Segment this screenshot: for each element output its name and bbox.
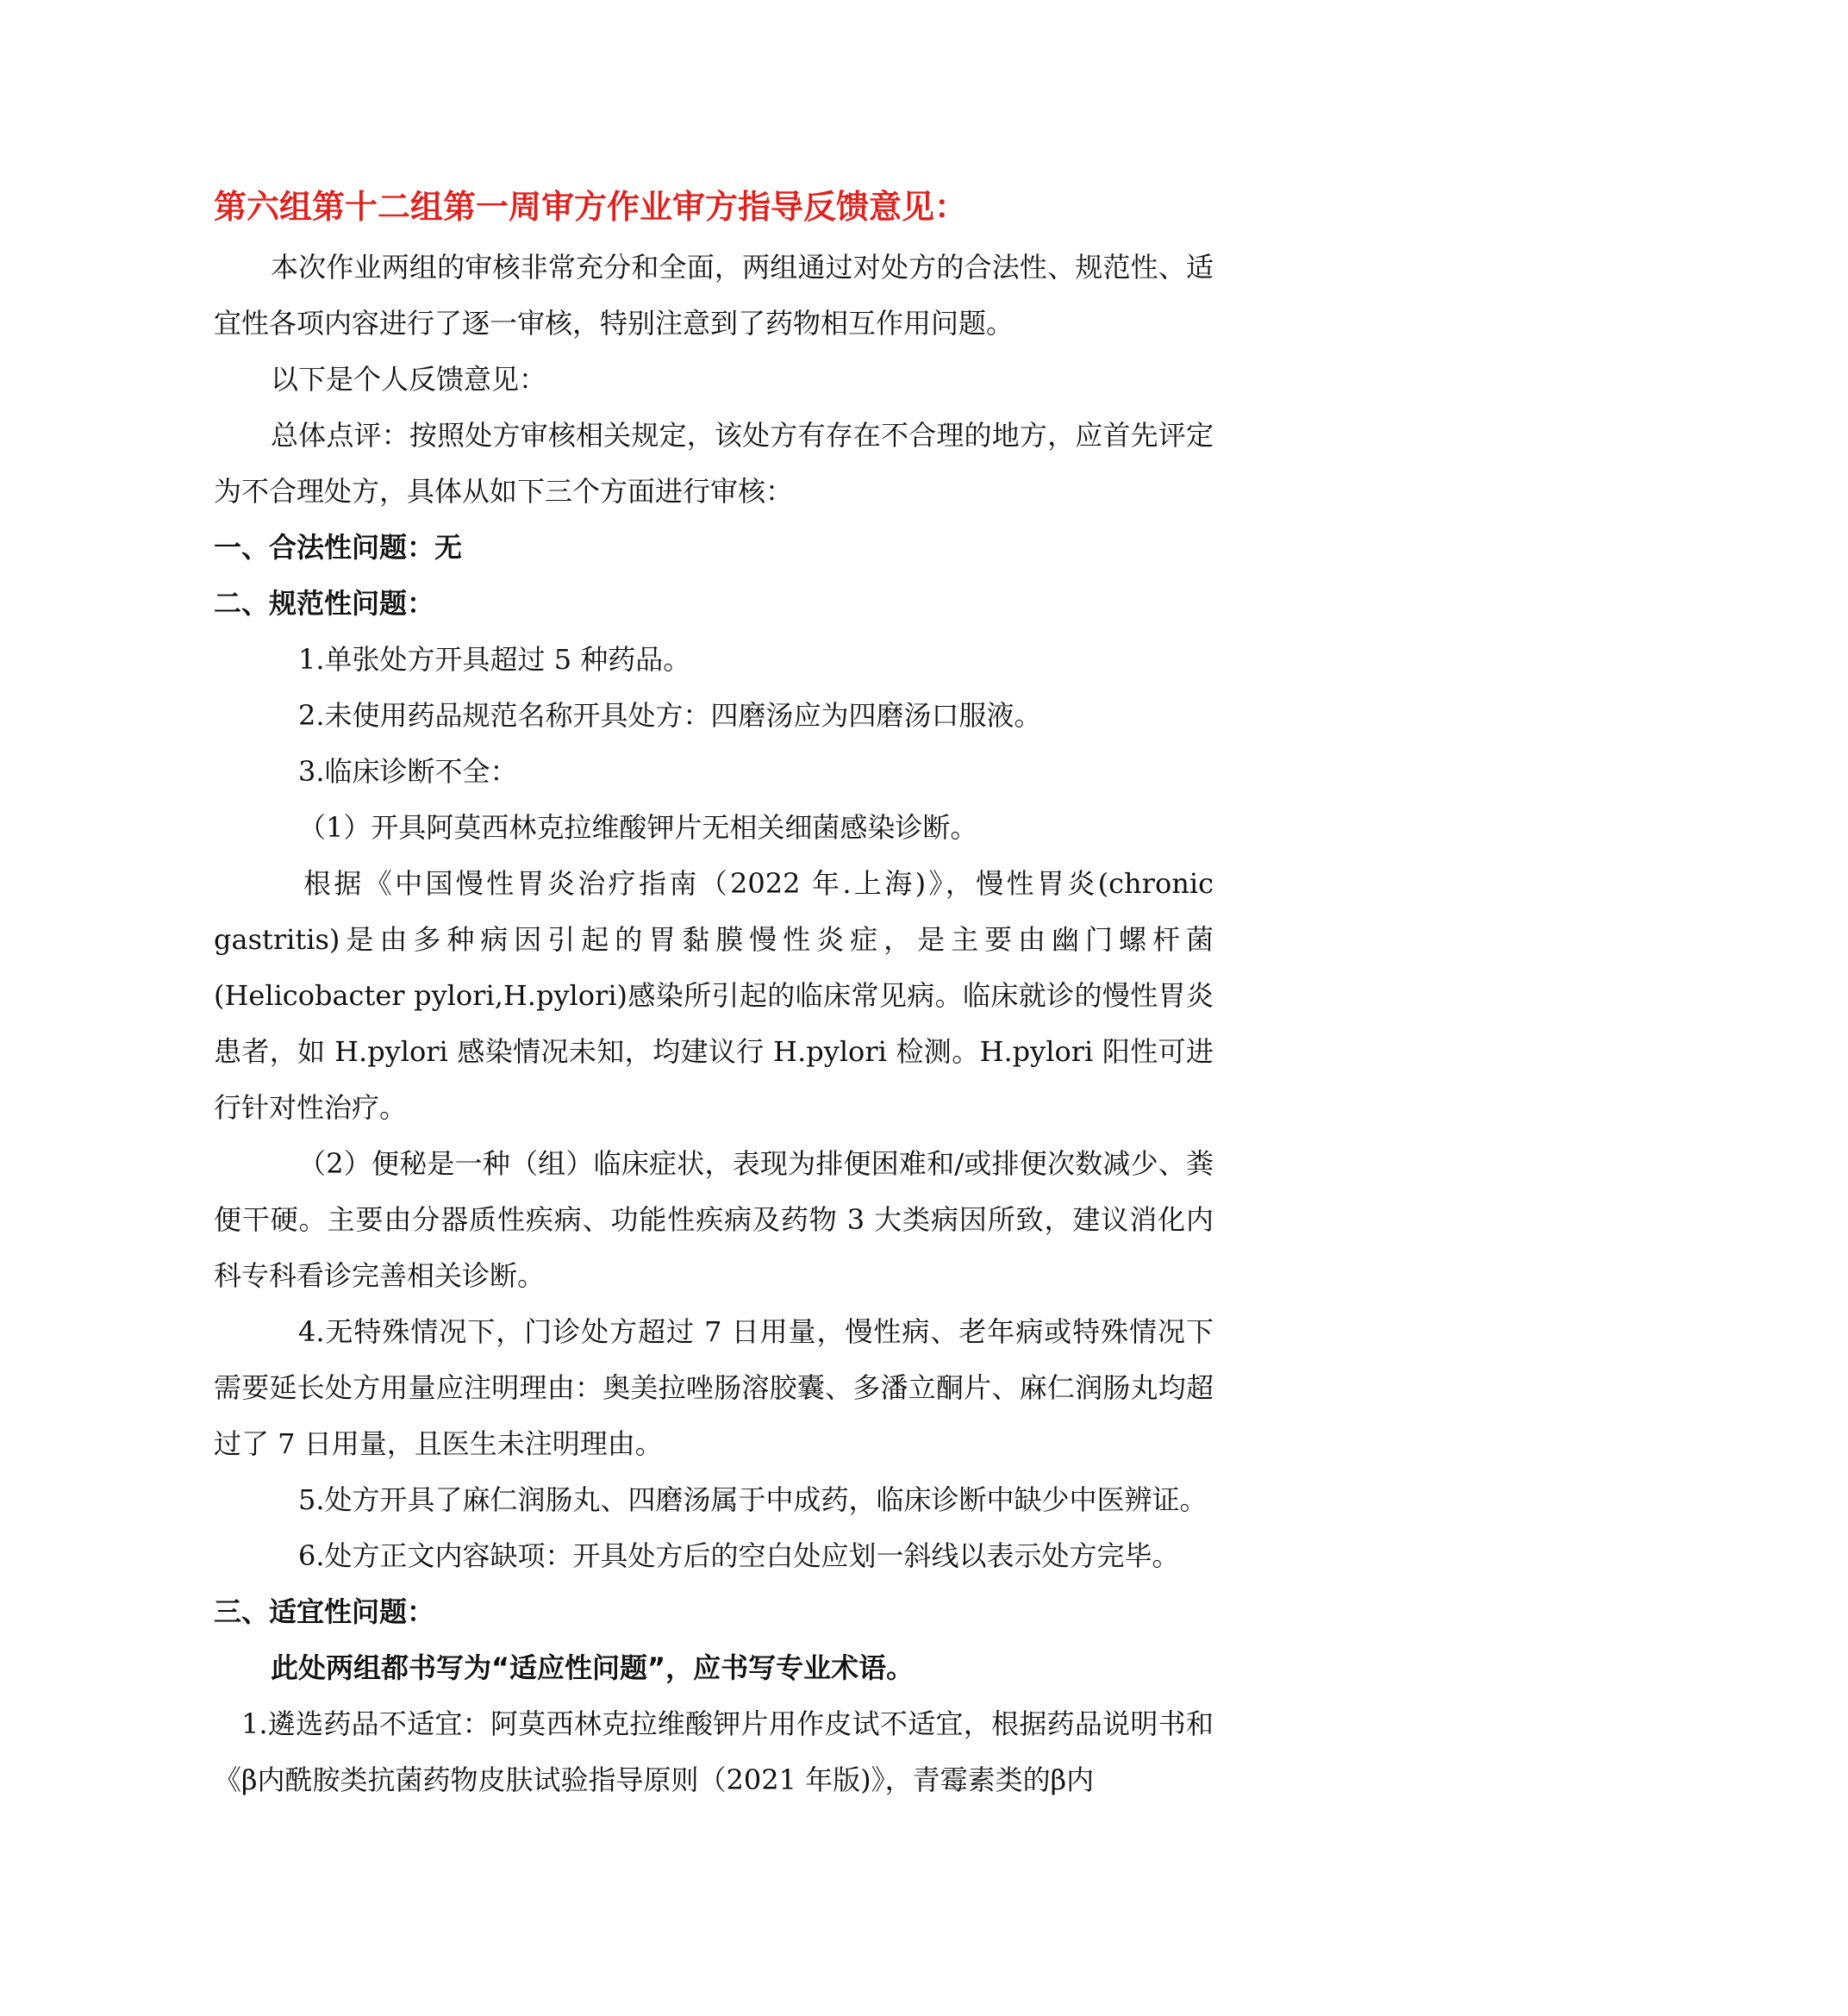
standardization-item-3-1: （1）开具阿莫西林克拉维酸钾片无相关细菌感染诊断。 [298,811,978,844]
standardization-item-4: 4.无特殊情况下，门诊处方超过 7 日用量，慢性病、老年病或特殊情况下需要延长处方用量应注明理由：奥美拉唑肠溶胶囊、多潘立酮片、麻仁润肠丸均超过了 7 日用量，且医生未注明理由。 [214,1315,1214,1460]
standardization-item-2: 2.未使用药品规范名称开具处方：四磨汤应为四磨汤口服液。 [298,699,1042,732]
standardization-item-3-2: （2）便秘是一种（组）临床症状，表现为排便困难和/或排便次数减少、粪便干硬。主要由分器质性疾病、功能性疾病及药物 3 大类病因所致，建议消化内科专科看诊完善相关诊断。 [214,1147,1214,1292]
section-appropriateness-heading: 三、适宜性问题： [214,1595,435,1628]
standardization-item-3: 3.临床诊断不全： [298,755,518,788]
personal-feedback-heading: 以下是个人反馈意见： [271,363,547,396]
standardization-item-6: 6.处方正文内容缺项：开具处方后的空白处应划一斜线以表示处方完毕。 [298,1539,1180,1572]
standardization-item-1: 1.单张处方开具超过 5 种药品。 [298,643,691,676]
appropriateness-note: 此处两组都书写为“适应性问题”，应书写专业术语。 [271,1651,915,1684]
intro-paragraph: 本次作业两组的审核非常充分和全面，两组通过对处方的合法性、规范性、适宜性各项内容进行了逐一审核，特别注意到了药物相互作用问题。 [214,251,1214,340]
appropriateness-item-1: 1.遴选药品不适宜：阿莫西林克拉维酸钾片用作皮试不适宜，根据药品说明书和《β内酰胺类抗菌药物皮肤试验指导原则（2021 年版)》，青霉素类的β内 [214,1707,1214,1796]
standardization-item-3-1-detail: 根据《中国慢性胃炎治疗指南（2022 年.上海)》，慢性胃炎(chronic gastritis)是由多种病因引起的胃黏膜慢性炎症，是主要由幽门螺杆菌(Helicobacter pylori,H.pylori)感染所引起的临床常见病。临床就诊的慢性胃炎患者，如 H.pylori 感染情况未知，均建议行 H.pylori 检测。H.pylori 阳性可进行针对性治疗。 [214,867,1214,1124]
overall-comment-paragraph: 总体点评：按照处方审核相关规定，该处方有存在不合理的地方，应首先评定为不合理处方，具体从如下三个方面进行审核： [214,419,1214,508]
document-title: 第六组第十二组第一周审方作业审方指导反馈意见： [214,188,968,226]
section-standardization-heading: 二、规范性问题： [214,587,435,620]
section-legality-heading: 一、合法性问题：无 [214,531,463,564]
document-body [214,183,1214,1808]
standardization-item-5: 5.处方开具了麻仁润肠丸、四磨汤属于中成药，临床诊断中缺少中医辨证。 [298,1483,1208,1516]
